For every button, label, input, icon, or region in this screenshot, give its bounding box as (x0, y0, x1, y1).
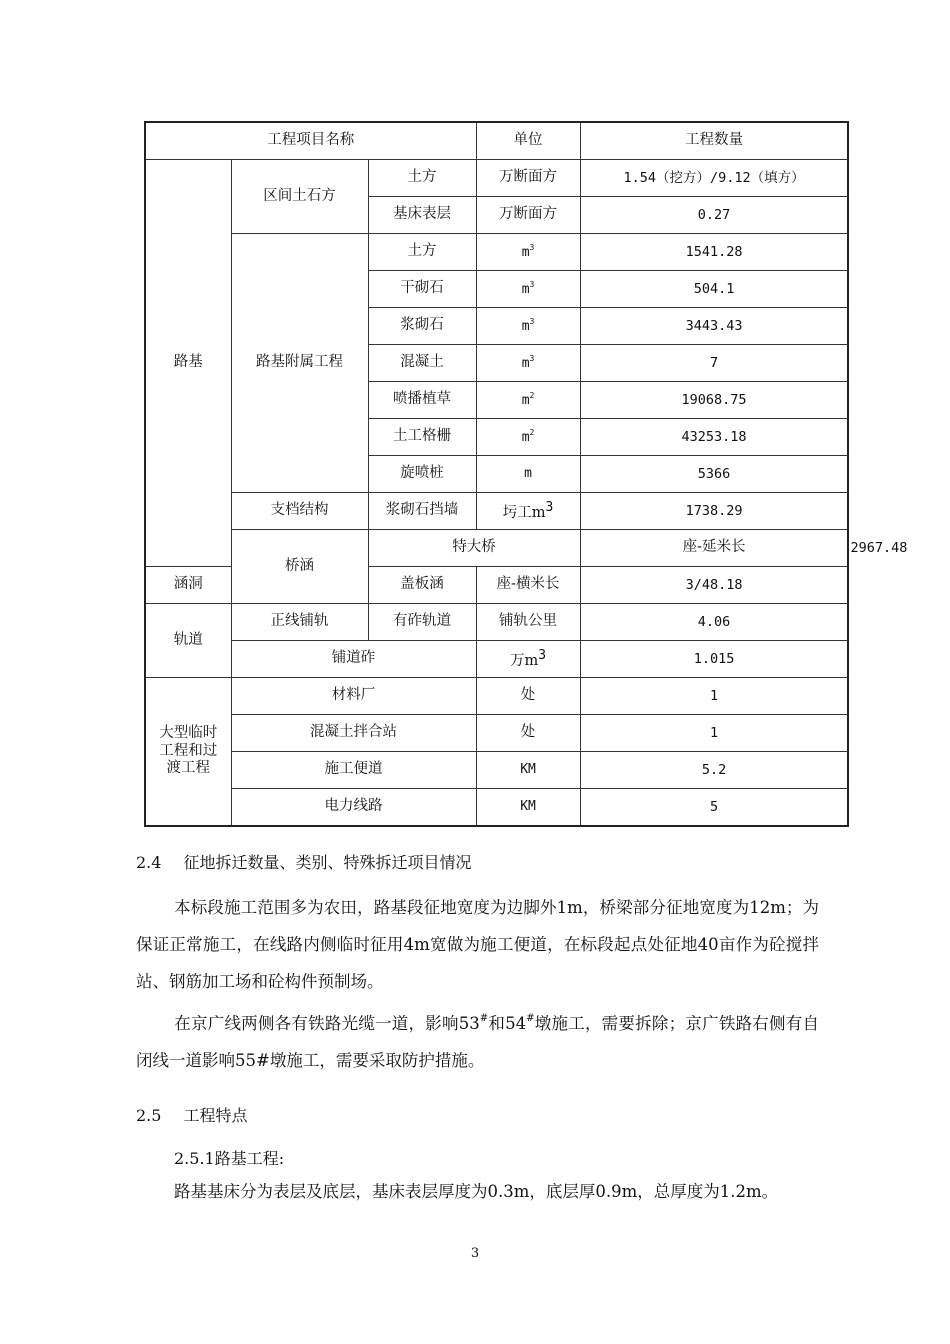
item-cell: 土方 (368, 160, 476, 197)
unit-cell (476, 419, 580, 456)
section-2-5-heading (136, 1103, 247, 1126)
item-cell: 土方 (368, 234, 476, 271)
quantity-table (144, 121, 908, 827)
qty-cell: 5 (580, 789, 848, 827)
table-row (145, 234, 848, 271)
group-track: 轨道 (145, 604, 231, 678)
paragraph-cables (136, 1000, 819, 1079)
unit-base: m (521, 319, 530, 335)
section-title: 工程特点 (183, 1106, 248, 1125)
item-cell: 电力线路 (231, 789, 476, 827)
pier-mark: # (479, 1013, 489, 1024)
qty-cell: 504.1 (580, 271, 848, 308)
qty-cell: 19068.75 (580, 382, 848, 419)
qty-cell: 0.27 (580, 197, 848, 234)
unit-base: m (521, 282, 530, 298)
table-row (145, 493, 848, 530)
unit-exponent: 3 (538, 647, 547, 663)
unit-cell: 万断面方 (476, 197, 580, 234)
section-number: 2.5 (136, 1106, 162, 1125)
header-unit: 单位 (476, 122, 580, 160)
unit-cell: 处 (476, 715, 580, 752)
unit-cell: 万断面方 (476, 160, 580, 197)
unit-cell: 铺轨公里 (476, 604, 580, 641)
header-name: 工程项目名称 (145, 122, 476, 160)
qty-cell: 1 (580, 715, 848, 752)
unit-base: m (521, 356, 530, 372)
unit-cell: m (476, 456, 580, 493)
paragraph-text: 本标段施工范围多为农田，路基段征地宽度为边脚外1m，桥梁部分征地宽度为12m；为保证正常施工，在线路内侧临时征用4m宽做为施工便道，在标段起点处征地40亩作为砼搅拌站、钢筋加工场和砼构件预制场。 (136, 898, 819, 991)
unit-cell (476, 345, 580, 382)
qty-cell: 3443.43 (580, 308, 848, 345)
group-temporary-label: 大型临时 工程和过 渡工程 (159, 725, 218, 777)
group-temporary (145, 678, 231, 827)
qty-cell: 1.015 (580, 641, 848, 678)
table-row: 桥涵 特大桥 座-延米长 2967.48 (145, 530, 848, 567)
category-attached: 路基附属工程 (231, 234, 368, 493)
unit-cell (476, 641, 580, 678)
qty-cell: 4.06 (580, 604, 848, 641)
unit-exponent: 3 (529, 280, 535, 290)
item-cell: 施工便道 (231, 752, 476, 789)
table-row (145, 604, 848, 641)
paragraph-text: 和54 (488, 1014, 527, 1033)
unit-exponent: 2 (529, 391, 535, 401)
item-cell: 干砌石 (368, 271, 476, 308)
item-cell: 有砟轨道 (368, 604, 476, 641)
qty-cell: 1738.29 (580, 493, 848, 530)
unit-exponent: 3 (529, 243, 535, 253)
item-cell: 喷播植草 (368, 382, 476, 419)
unit-cell: 座-延米长 (580, 530, 848, 567)
item-cell: 铺道砟 (231, 641, 476, 678)
unit-cell: KM (476, 752, 580, 789)
qty-cell: 1 (580, 678, 848, 715)
unit-cell: 座-横米长 (476, 567, 580, 604)
unit-cell (476, 308, 580, 345)
qty-cell: 3/48.18 (580, 567, 848, 604)
unit-cell (476, 234, 580, 271)
category-earthwork: 区间土石方 (231, 160, 368, 234)
section-2-4-heading (136, 850, 471, 873)
unit-cell (476, 382, 580, 419)
table-row (145, 160, 848, 197)
section-title: 征地拆迁数量、类别、特殊拆迁项目情况 (183, 853, 472, 872)
table-row (145, 641, 848, 678)
item-cell: 混凝土拌合站 (231, 715, 476, 752)
qty-cell: 5.2 (580, 752, 848, 789)
paragraph-land (136, 889, 819, 1000)
unit-cell (476, 271, 580, 308)
item-cell: 浆砌石 (368, 308, 476, 345)
paragraph-text: 在京广线两侧各有铁路光缆一道，影响53 (174, 1014, 480, 1033)
paragraph-text: 墩施工，需要拆除；京广铁路右侧有自闭线一道影响55#墩施工，需要采取防护措施。 (136, 1014, 820, 1070)
category-cell: 正线铺轨 (231, 604, 368, 641)
group-subgrade: 路基 (145, 160, 231, 567)
table-header-row (145, 122, 848, 160)
unit-base: 圬工m (502, 504, 546, 521)
unit-cell (476, 493, 580, 530)
unit-exponent: 3 (529, 354, 535, 364)
paragraph-subgrade (136, 1173, 819, 1210)
unit-base: 万m (509, 652, 539, 669)
table-row (145, 789, 848, 827)
unit-exponent: 2 (529, 428, 535, 438)
paragraph-text: 路基基床分为表层及底层，基床表层厚度为0.3m，底层厚0.9m，总厚度为1.2m。 (174, 1182, 779, 1201)
qty-cell: 1541.28 (580, 234, 848, 271)
page-number: 3 (470, 1246, 480, 1261)
unit-exponent: 3 (529, 317, 535, 327)
qty-cell: 5366 (580, 456, 848, 493)
header-qty: 工程数量 (580, 122, 848, 160)
qty-cell: 1.54（挖方）/9.12（填方） (580, 160, 848, 197)
item-cell: 混凝土 (368, 345, 476, 382)
category-cell: 涵洞 (145, 567, 231, 604)
unit-cell: 处 (476, 678, 580, 715)
subsection-2-5-1-heading: 2.5.1路基工程: (174, 1149, 285, 1168)
item-cell: 浆砌石挡墙 (368, 493, 476, 530)
unit-cell: KM (476, 789, 580, 827)
section-number: 2.4 (136, 853, 162, 872)
item-cell: 盖板涵 (368, 567, 476, 604)
group-bridge: 桥涵 (231, 530, 368, 604)
unit-base: m (521, 393, 530, 409)
unit-base: m (521, 245, 530, 261)
item-cell: 材料厂 (231, 678, 476, 715)
item-cell: 旋喷桩 (368, 456, 476, 493)
table-row (145, 752, 848, 789)
qty-cell: 43253.18 (580, 419, 848, 456)
item-cell: 基床表层 (368, 197, 476, 234)
table-row (145, 678, 848, 715)
unit-base: m (521, 430, 530, 446)
item-cell: 土工格栅 (368, 419, 476, 456)
category-support: 支档结构 (231, 493, 368, 530)
item-cell: 特大桥 (368, 530, 580, 567)
qty-cell: 7 (580, 345, 848, 382)
table-row (145, 715, 848, 752)
unit-exponent: 3 (545, 499, 554, 515)
pier-mark: # (526, 1013, 535, 1024)
